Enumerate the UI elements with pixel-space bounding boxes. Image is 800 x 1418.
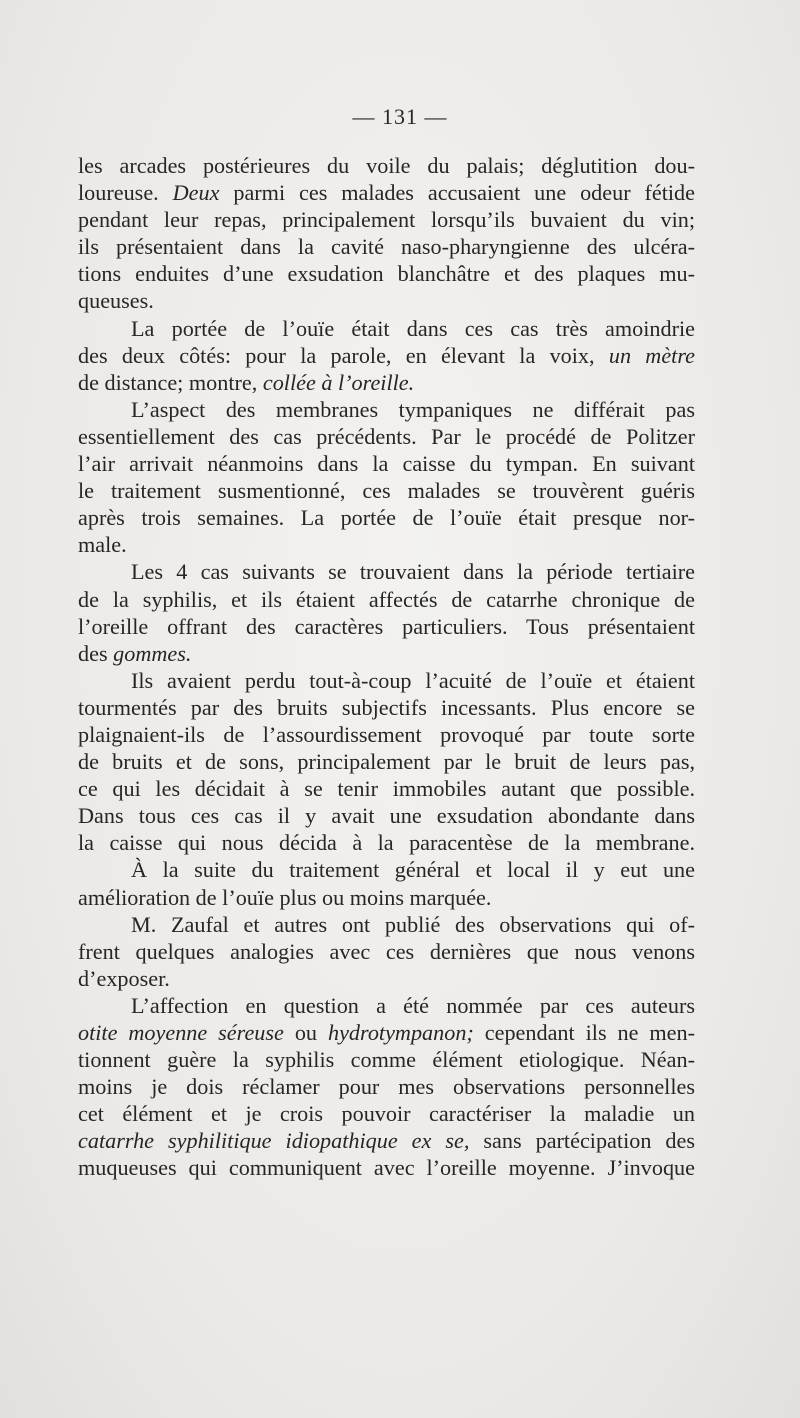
text-run: les arcades postérieures du voile du palais; déglutition dou-	[78, 153, 695, 178]
text-run: le traitement susmentionné, ces malades se trouvèrent guéris	[78, 478, 695, 504]
text-line	[78, 152, 695, 179]
text-run: ou	[283, 1020, 328, 1045]
text-run: tionnent guère la syphilis comme élément etiologique. Néan-	[78, 1047, 695, 1073]
text-run: des deux côtés: pour la parole, en élevant la voix,	[78, 342, 609, 368]
text-line	[78, 179, 695, 206]
text-run: de bruits et de sons, principalement par le bruit de leurs pas,	[78, 749, 695, 775]
italic-text: un mètre	[608, 342, 695, 368]
text-line	[78, 1019, 695, 1046]
body-text	[78, 152, 695, 1182]
text-run: Ils avaient perdu tout-à-coup l’acuité de l’ouïe et étaient	[131, 667, 695, 693]
italic-text: catarrhe syphilitique idiopathique ex se,	[78, 1128, 470, 1154]
text-line	[78, 1154, 695, 1181]
text-line	[78, 369, 695, 396]
text-run: essentiellement des cas précédents. Par le procédé de Politzer	[78, 423, 695, 449]
text-run: ils présentaient dans la cavité naso-pharyngienne des ulcéra-	[78, 234, 695, 260]
text-run: male.	[78, 532, 127, 558]
text-run: Les 4 cas suivants se trouvaient dans la période tertiaire	[131, 559, 695, 585]
text-run: M. Zaufal et autres ont publié des observations qui of-	[131, 911, 695, 937]
text-run: de la syphilis, et ils étaient affectés de catarrhe chronique de	[78, 586, 695, 612]
text-run: l’air arrivait néanmoins dans la caisse du tympan. En suivant	[78, 451, 695, 477]
text-run: de distance; montre,	[78, 369, 263, 395]
italic-text: collée à l’oreille.	[262, 369, 415, 395]
text-run: sans partécipation des	[469, 1128, 695, 1154]
text-line	[78, 802, 695, 829]
text-run: plaignaient-ils de l’assourdissement provoqué par toute sorte	[78, 721, 695, 747]
text-run: La portée de l’ouïe était dans ces cas très amoindrie	[131, 315, 695, 341]
text-line	[78, 856, 695, 883]
text-line	[78, 558, 695, 585]
text-run: À la suite du traitement général et local il y eut une	[131, 857, 695, 883]
italic-text: otite moyenne séreuse	[78, 1020, 284, 1045]
text-line	[78, 450, 695, 477]
text-line	[78, 586, 695, 613]
text-line	[78, 287, 695, 314]
text-line	[78, 721, 695, 748]
text-line	[78, 531, 695, 558]
text-line	[78, 206, 695, 233]
italic-text: hydrotympanon;	[327, 1020, 474, 1045]
text-run: moins je dois réclamer pour mes observations personnelles	[78, 1074, 695, 1100]
text-line	[78, 1046, 695, 1073]
text-line	[78, 233, 695, 260]
text-line	[78, 260, 695, 287]
text-line	[78, 613, 695, 640]
text-line	[78, 884, 695, 911]
text-line	[78, 477, 695, 504]
text-run: cet élément et je crois pouvoir caractériser la maladie un	[78, 1101, 695, 1127]
text-line	[78, 1100, 695, 1127]
text-run: amélioration de l’ouïe plus ou moins marquée.	[78, 884, 492, 910]
text-line	[78, 342, 695, 369]
text-run: ce qui les décidait à se tenir immobiles autant que possible.	[78, 776, 695, 802]
text-run: muqueuses qui communiquent avec l’oreille moyenne. J’invoque	[78, 1155, 695, 1181]
italic-text: Deux	[172, 180, 220, 206]
text-run: loureuse.	[78, 180, 173, 206]
text-line	[78, 423, 695, 450]
text-line	[78, 315, 695, 342]
text-run: la caisse qui nous décida à la paracentèse de la membrane.	[78, 830, 695, 856]
text-run: cependant ils ne men-	[473, 1020, 696, 1045]
text-line	[78, 775, 695, 802]
text-run: tourmentés par des bruits subjectifs incessants. Plus encore se	[78, 694, 695, 720]
text-run: des	[78, 640, 114, 666]
text-line	[78, 965, 695, 992]
text-run: L’aspect des membranes tympaniques ne différait pas	[131, 396, 695, 422]
text-run: L’affection en question a été nommée par ces auteurs	[131, 992, 695, 1018]
text-run: queuses.	[78, 288, 154, 314]
text-run: d’exposer.	[78, 965, 170, 991]
text-run: Dans tous ces cas il y avait une exsudation abondante dans	[78, 803, 695, 829]
text-line	[78, 1127, 695, 1154]
text-line	[78, 694, 695, 721]
text-line	[78, 748, 695, 775]
text-line	[78, 504, 695, 531]
text-line	[78, 396, 695, 423]
text-line	[78, 1073, 695, 1100]
text-run: frent quelques analogies avec ces dernières que nous venons	[78, 938, 695, 964]
text-line	[78, 829, 695, 856]
text-run: parmi ces malades accusaient une odeur fétide	[219, 180, 695, 206]
text-line	[78, 992, 695, 1019]
text-run: après trois semaines. La portée de l’ouïe était presque nor-	[78, 505, 695, 531]
text-line	[78, 938, 695, 965]
text-run: pendant leur repas, principalement lorsqu’ils buvaient du vin;	[78, 207, 695, 233]
text-line	[78, 640, 695, 667]
text-run: tions enduites d’une exsudation blanchâtre et des plaques mu-	[78, 261, 695, 287]
italic-text: gommes.	[113, 640, 192, 666]
page-number: — 131 —	[352, 104, 448, 129]
text-run: l’oreille offrant des caractères particuliers. Tous présentaient	[78, 613, 695, 639]
text-line	[78, 667, 695, 694]
text-line	[78, 911, 695, 938]
